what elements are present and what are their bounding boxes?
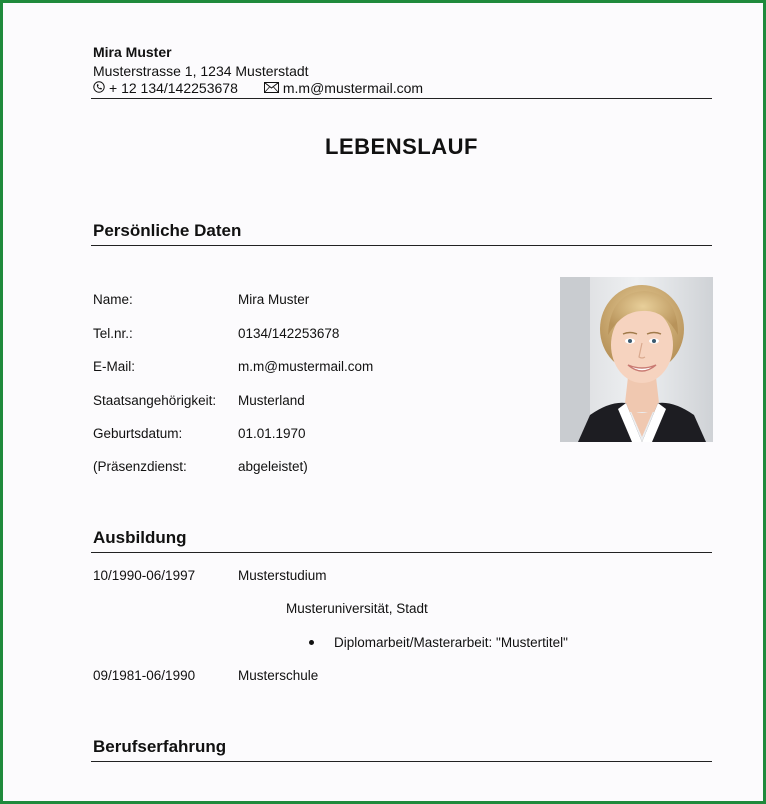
education-bullet-text: Diplomarbeit/Masterarbeit: "Mustertitel" <box>334 635 568 650</box>
field-value: 0134/142253678 <box>238 326 340 341</box>
education-bullet-item <box>309 635 568 650</box>
education-title: Musterstudium <box>238 568 327 583</box>
envelope-icon <box>264 80 279 96</box>
bullet-icon <box>309 640 314 645</box>
header-divider <box>91 98 712 99</box>
page-title: LEBENSLAUF <box>325 134 478 159</box>
header-phone-text: + 12 134/142253678 <box>109 80 238 96</box>
section-divider-education <box>91 552 712 553</box>
field-value: Mira Muster <box>238 292 310 307</box>
field-value: Musterland <box>238 393 305 408</box>
field-value: abgeleistet) <box>238 459 308 474</box>
section-divider-experience <box>91 761 712 762</box>
section-title-personal: Persönliche Daten <box>93 221 242 240</box>
field-label: Geburtsdatum: <box>93 426 183 441</box>
education-period: 09/1981-06/1990 <box>93 668 196 683</box>
education-institution: Musteruniversität, Stadt <box>286 601 428 616</box>
field-label: E-Mail: <box>93 359 136 374</box>
profile-photo <box>560 277 713 442</box>
header-phone <box>93 80 238 96</box>
section-divider-personal <box>91 245 712 246</box>
field-label: Staatsangehörigkeit: <box>93 393 217 408</box>
field-label: (Präsenzdienst: <box>93 459 187 474</box>
field-label: Tel.nr.: <box>93 326 133 341</box>
header-name: Mira Muster <box>93 44 172 60</box>
header-email <box>264 80 423 96</box>
field-value: 01.01.1970 <box>238 426 306 441</box>
education-title: Musterschule <box>238 668 319 683</box>
field-label: Name: <box>93 292 133 307</box>
section-title-education: Ausbildung <box>93 528 187 547</box>
education-period: 10/1990-06/1997 <box>93 568 196 583</box>
header-contact <box>93 80 423 96</box>
field-value: m.m@mustermail.com <box>238 359 374 374</box>
section-title-experience: Berufserfahrung <box>93 737 227 756</box>
header-email-text: m.m@mustermail.com <box>282 80 424 96</box>
phone-icon <box>93 80 105 96</box>
header-address: Musterstrasse 1, 1234 Musterstadt <box>93 63 309 79</box>
